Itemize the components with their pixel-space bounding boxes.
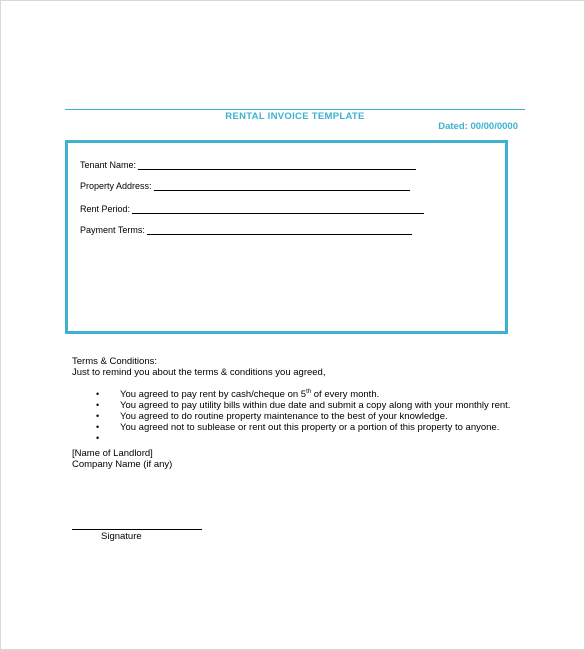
term-1-text: You agreed to pay rent by cash/cheque on 5: [120, 389, 307, 400]
list-item: [72, 389, 532, 400]
bullet-icon: •: [96, 389, 100, 399]
term-3-text: You agreed to do routine property maintenance to the best of your knowledge.: [120, 411, 448, 422]
signature-line[interactable]: [72, 529, 202, 530]
header-rule: [65, 109, 525, 110]
term-1-text-end: of every month.: [311, 389, 380, 400]
property-address-label: Property Address:: [80, 181, 152, 191]
payment-terms-line[interactable]: [147, 226, 412, 235]
terms-section: [72, 356, 532, 470]
landlord-name: [Name of Landlord]: [72, 448, 153, 459]
terms-list: [72, 389, 532, 444]
payment-terms-field[interactable]: [80, 225, 412, 235]
tenant-name-line[interactable]: [138, 161, 416, 170]
list-item: [72, 400, 532, 411]
list-item: [72, 422, 532, 433]
bullet-icon: •: [96, 422, 100, 432]
dated-label: Dated: 00/00/0000: [438, 121, 518, 132]
term-1-superscript: th: [306, 388, 312, 395]
property-address-line[interactable]: [154, 182, 410, 191]
term-2-text: You agreed to pay utility bills within due date and submit a copy along with your monthly rent.: [120, 400, 511, 411]
company-name: Company Name (if any): [72, 459, 173, 470]
bullet-icon: •: [96, 400, 100, 410]
signature-label: Signature: [101, 531, 142, 542]
bullet-icon: •: [96, 433, 100, 443]
list-item: [72, 433, 532, 444]
bullet-icon: •: [96, 411, 100, 421]
rent-period-field[interactable]: [80, 204, 424, 214]
tenant-name-field[interactable]: [80, 160, 416, 170]
rent-period-label: Rent Period:: [80, 204, 131, 214]
terms-heading: Terms & Conditions:: [72, 356, 158, 367]
list-item: [72, 411, 532, 422]
property-address-field[interactable]: [80, 181, 410, 191]
tenant-name-label: Tenant Name:: [80, 160, 137, 170]
terms-intro: Just to remind you about the terms & conditions you agreed,: [72, 367, 326, 378]
term-4-text: You agreed not to sublease or rent out this property or a portion of this property to anyone.: [120, 422, 500, 433]
rent-period-line[interactable]: [132, 205, 424, 214]
payment-terms-label: Payment Terms:: [80, 225, 145, 235]
tenant-info-box: [65, 140, 508, 334]
document-title: RENTAL INVOICE TEMPLATE: [225, 111, 365, 122]
